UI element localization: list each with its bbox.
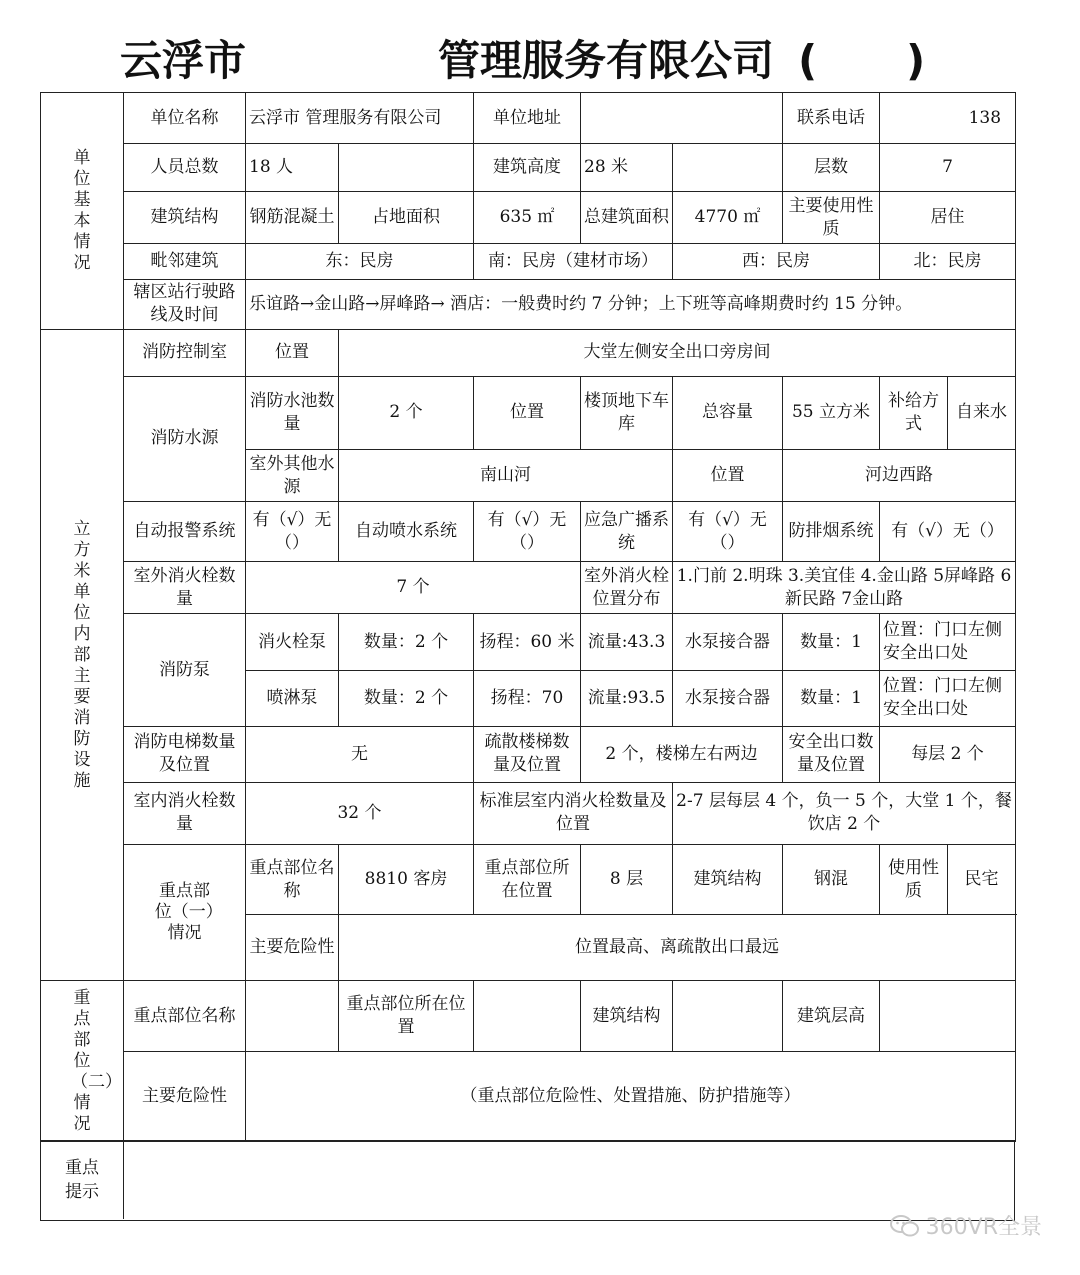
key1-danger-value: 位置最高、离疏散出口最远 (339, 915, 1016, 981)
key1-struct-label: 建筑结构 (673, 845, 783, 915)
std-floor-value: 2-7 层每层 4 个，负一 5 个，大堂 1 个，餐饮店 2 个 (673, 782, 1016, 844)
pump1-adapter-qty: 数量：1 (783, 614, 880, 670)
unit-address-value (581, 93, 783, 144)
structure-value: 钢筋混凝土 (246, 192, 339, 244)
phone-value: 138 (880, 93, 1016, 144)
adjacent-south: 南：民房（建材市场） (474, 244, 673, 279)
exit-label: 安全出口数量及位置 (783, 726, 880, 782)
staff-blank (339, 144, 474, 192)
adjacent-east: 东：民房 (246, 244, 474, 279)
watermark (890, 1210, 1042, 1241)
exit-value: 每层 2 个 (880, 726, 1016, 782)
key1-usage-value: 民宅 (948, 845, 1016, 915)
key1-struct-value: 钢混 (783, 845, 880, 915)
section-key2: 重点部位（二）情况 (41, 981, 124, 1142)
key2-height-value (880, 981, 1016, 1051)
key2-height-label: 建筑层高 (783, 981, 880, 1051)
route-label: 辖区站行驶路线及时间 (124, 279, 246, 329)
water-source-label: 消防水源 (124, 376, 246, 501)
height-blank (673, 144, 783, 192)
outdoor-hydrant-label: 室外消火栓数量 (124, 562, 246, 614)
key2-name-value (246, 981, 339, 1051)
key1-loc-value: 8 层 (581, 845, 673, 915)
staff-label: 人员总数 (124, 144, 246, 192)
broadcast-label: 应急广播系统 (581, 502, 673, 562)
supply-value: 自来水 (948, 376, 1016, 449)
pump2-adapter-qty: 数量：1 (783, 670, 880, 726)
key1-name-label: 重点部位名称 (246, 845, 339, 915)
height-label: 建筑高度 (474, 144, 581, 192)
phone-label: 联系电话 (783, 93, 880, 144)
capacity-value: 55 立方米 (783, 376, 880, 449)
wechat-icon (890, 1215, 920, 1237)
staff-value: 18 人 (246, 144, 339, 192)
alarm-label: 自动报警系统 (124, 502, 246, 562)
pump2-head: 扬程：70 (474, 670, 581, 726)
stairs-label: 疏散楼梯数量及位置 (474, 726, 581, 782)
sprinkler-label: 自动喷水系统 (339, 502, 474, 562)
key-hint-row (40, 1140, 1015, 1221)
land-area-value: 635 ㎡ (474, 192, 581, 244)
floors-value: 7 (880, 144, 1016, 192)
section-hint: 重点提示 (41, 1141, 124, 1219)
key1-name-value: 8810 客房 (339, 845, 474, 915)
pump1-pos: 位置：门口左侧安全出口处 (880, 614, 1016, 670)
section-basic: 单位基本情况 (41, 93, 124, 330)
control-pos-label: 位置 (246, 329, 339, 376)
pump1-qty: 数量：2 个 (339, 614, 474, 670)
outdoor-dist-value: 1.门前 2.明珠 3.美宜佳 4.金山路 5屏峰路 6新民路 7金山路 (673, 562, 1016, 614)
key2-loc-label: 重点部位所在位置 (339, 981, 474, 1051)
usage-label: 主要使用性质 (783, 192, 880, 244)
pump1-flow: 流量:43.3 (581, 614, 673, 670)
height-value: 28 米 (581, 144, 673, 192)
adjacent-west: 西：民房 (673, 244, 880, 279)
floors-label: 层数 (783, 144, 880, 192)
broadcast-value: 有（√）无（） (673, 502, 783, 562)
supply-label: 补给方式 (880, 376, 948, 449)
key2-danger-label: 主要危险性 (124, 1051, 246, 1141)
elevator-label: 消防电梯数量及位置 (124, 726, 246, 782)
title-company: 管理服务有限公司 (438, 36, 775, 85)
outdoor-hydrant-value: 7 个 (246, 562, 581, 614)
structure-label: 建筑结构 (124, 192, 246, 244)
elevator-value: 无 (246, 726, 474, 782)
section-facilities: 立方米单位内部主要消防设施 (41, 329, 124, 981)
key1-usage-label: 使用性质 (880, 845, 948, 915)
pump-label: 消防泵 (124, 614, 246, 726)
unit-name-value: 云浮市 管理服务有限公司 (246, 93, 474, 144)
pump1-adapter: 水泵接合器 (673, 614, 783, 670)
adjacent-label: 毗邻建筑 (124, 244, 246, 279)
pump1-head: 扬程：60 米 (474, 614, 581, 670)
key2-loc-value (474, 981, 581, 1051)
title-paren-close: ) (906, 36, 926, 85)
total-area-label: 总建筑面积 (581, 192, 673, 244)
control-pos-value: 大堂左侧安全出口旁房间 (339, 329, 1016, 376)
pool-count-label: 消防水池数量 (246, 376, 339, 449)
indoor-hydrant-value: 32 个 (246, 782, 474, 844)
pump2-qty: 数量：2 个 (339, 670, 474, 726)
stairs-value: 2 个，楼梯左右两边 (581, 726, 783, 782)
title-city: 云浮市 (120, 36, 247, 85)
unit-address-label: 单位地址 (474, 93, 581, 144)
pump1-name: 消火栓泵 (246, 614, 339, 670)
smoke-label: 防排烟系统 (783, 502, 880, 562)
land-area-label: 占地面积 (339, 192, 474, 244)
pump2-adapter: 水泵接合器 (673, 670, 783, 726)
outdoor-dist-label: 室外消火栓位置分布 (581, 562, 673, 614)
key2-danger-value: （重点部位危险性、处置措施、防护措施等） (246, 1051, 1016, 1141)
other-water-label: 室外其他水源 (246, 449, 339, 501)
watermark-text: 360VR全景 (925, 1215, 1042, 1240)
key2-struct-label: 建筑结构 (581, 981, 673, 1051)
pool-count-value: 2 个 (339, 376, 474, 449)
smoke-value: 有（√）无（） (880, 502, 1016, 562)
pool-pos-label: 位置 (474, 376, 581, 449)
std-floor-label: 标准层室内消火栓数量及位置 (474, 782, 673, 844)
unit-name-label: 单位名称 (124, 93, 246, 144)
key2-struct-value (673, 981, 783, 1051)
route-value: 乐谊路→金山路→屏峰路→ 酒店：一般费时约 7 分钟；上下班等高峰期费时约 15 分钟。 (246, 279, 1016, 329)
key1-loc-label: 重点部位所在位置 (474, 845, 581, 915)
other-pos-value: 河边西路 (783, 449, 1016, 501)
usage-value: 居住 (880, 192, 1016, 244)
pump2-name: 喷淋泵 (246, 670, 339, 726)
pump2-pos: 位置：门口左侧安全出口处 (880, 670, 1016, 726)
other-water-value: 南山河 (339, 449, 673, 501)
section-key1: 重点部位（一）情况 (124, 845, 246, 981)
other-pos-label: 位置 (673, 449, 783, 501)
key2-name-label: 重点部位名称 (124, 981, 246, 1051)
adjacent-north: 北：民房 (880, 244, 1016, 279)
key1-danger-label: 主要危险性 (246, 915, 339, 981)
document-title (120, 30, 980, 100)
alarm-value: 有（√）无（） (246, 502, 339, 562)
capacity-label: 总容量 (673, 376, 783, 449)
pool-pos-value: 楼顶地下车库 (581, 376, 673, 449)
total-area-value: 4770 ㎡ (673, 192, 783, 244)
fire-info-form (40, 92, 1016, 1142)
title-paren-open: ( (798, 36, 818, 85)
pump2-flow: 流量:93.5 (581, 670, 673, 726)
sprinkler-value: 有（√）无（） (474, 502, 581, 562)
control-room-label: 消防控制室 (124, 329, 246, 376)
indoor-hydrant-label: 室内消火栓数量 (124, 782, 246, 844)
